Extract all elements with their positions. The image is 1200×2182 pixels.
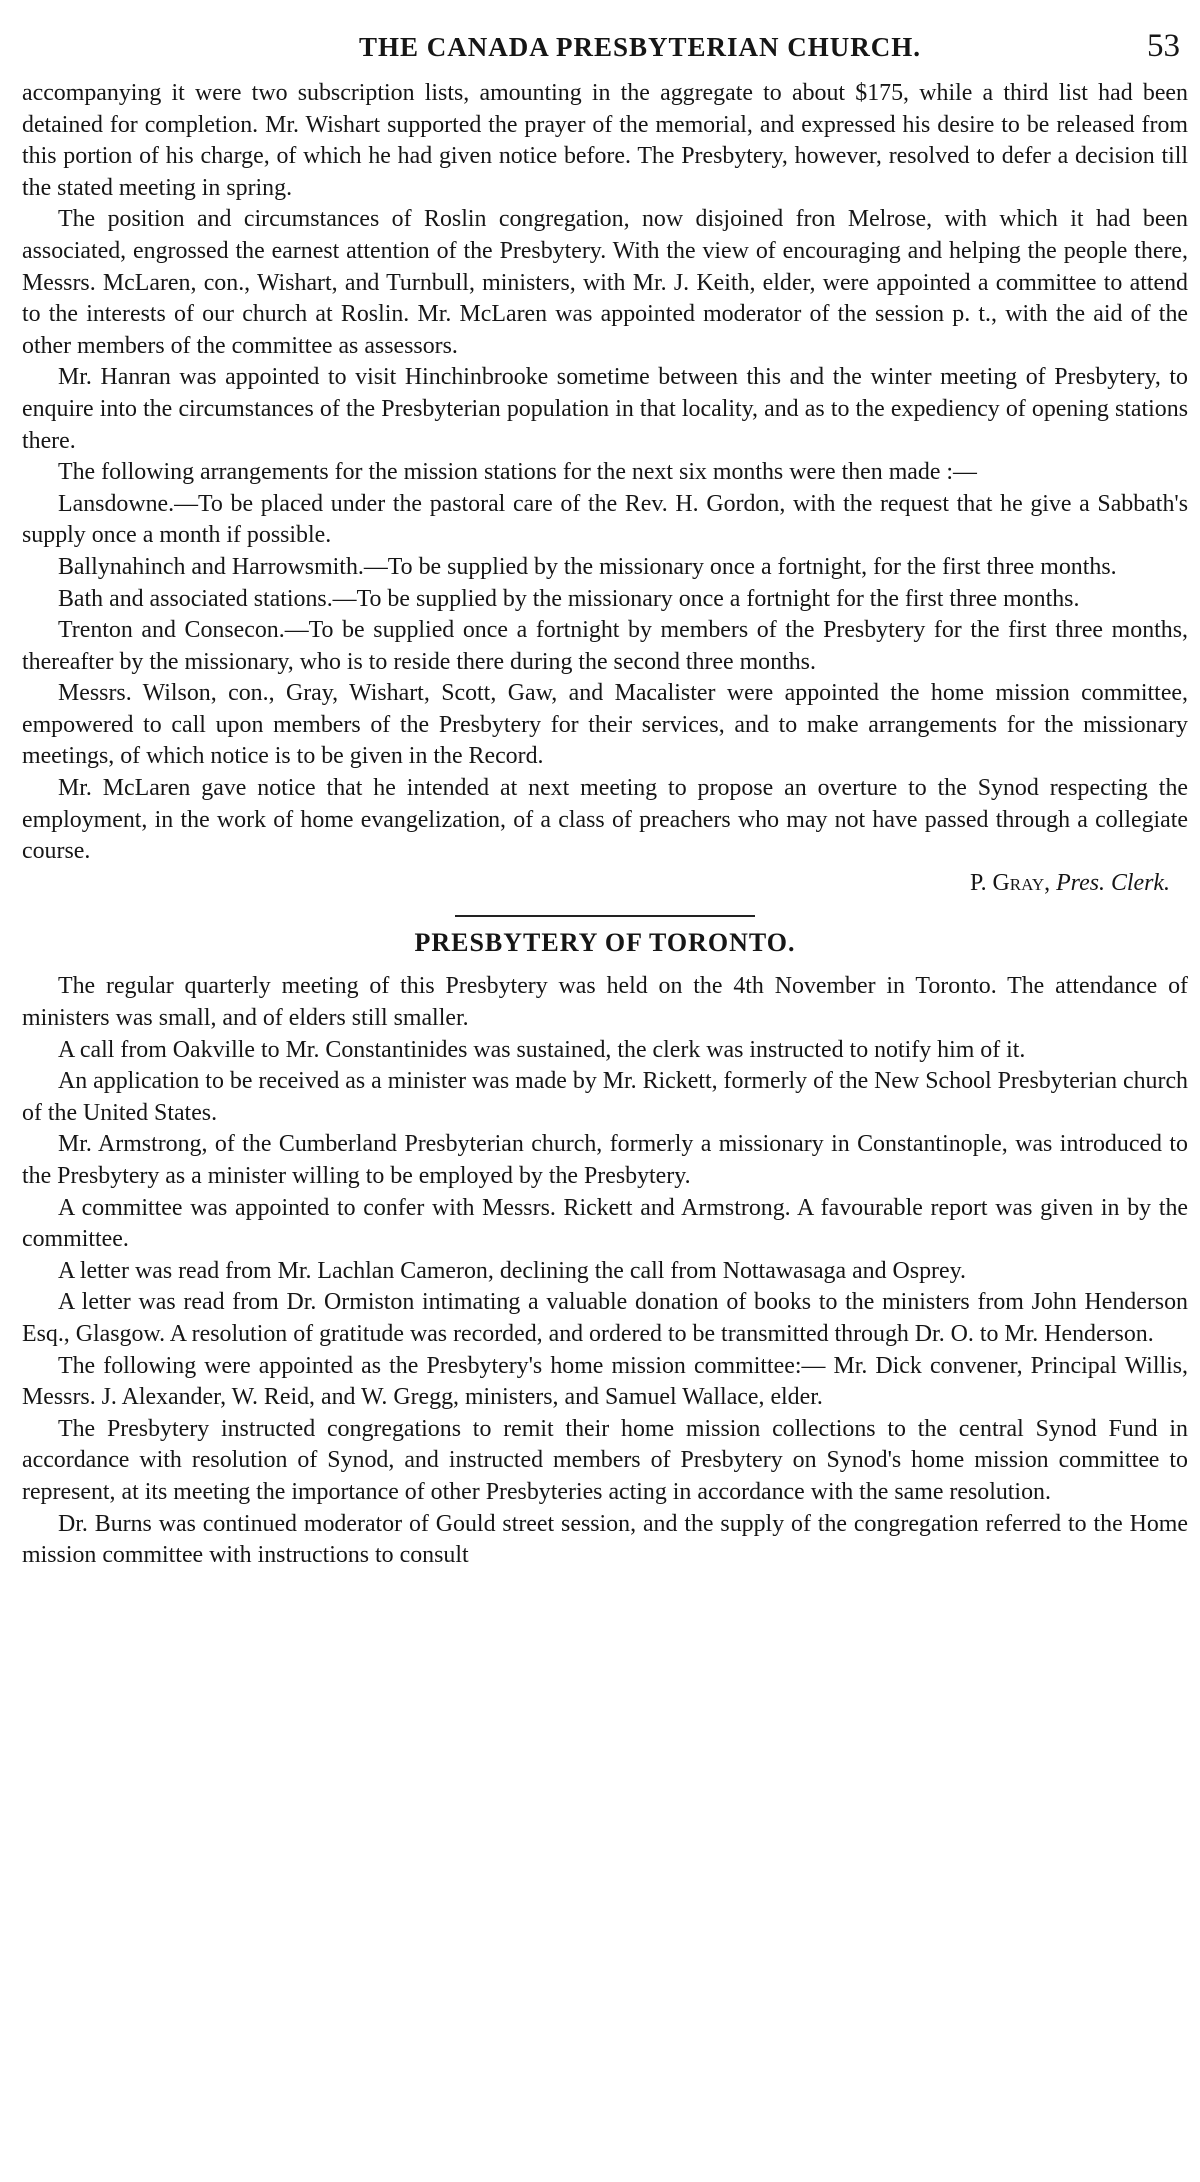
paragraph: Trenton and Consecon.—To be supplied once a fortnight by members of the Presbytery for the first three months, thereafter by the missionary, who is to reside there during the second three months. [22, 617, 1188, 675]
paragraph: A letter was read from Dr. Ormiston intimating a valuable donation of books to the ministers from John Henderson Esq., Glasgow. A resolution of gratitude was recorded, and ordered to be transmitted through Dr. O. to Mr. Henderson. [22, 1289, 1188, 1347]
paragraph: Mr. McLaren gave notice that he intended at next meeting to propose an overture to the Synod respecting the employment, in the work of home evangelization, of a class of preachers who may not have passed through a collegiate course. [22, 775, 1188, 865]
paragraph: The regular quarterly meeting of this Presbytery was held on the 4th November in Toronto. The attendance of ministers was small, and of elders still smaller. [22, 973, 1188, 1032]
paragraph: A letter was read from Mr. Lachlan Cameron, declining the call from Nottawasaga and Osprey. [58, 1257, 966, 1284]
paragraph: Lansdowne.—To be placed under the pastoral care of the Rev. H. Gordon, with the request that he give a Sabbath's supply once a month if possible. [22, 490, 1188, 549]
section-divider [455, 915, 755, 917]
paragraph: Ballynahinch and Harrowsmith.—To be supplied by the missionary once a fortnight, for the first three months. [58, 553, 1117, 580]
page-number: 53 [1147, 28, 1180, 64]
section-roslin-continuation [22, 78, 1188, 899]
signature-name: P. Gray, [969, 869, 1051, 896]
running-title: THE CANADA PRESBYTERIAN CHURCH. [358, 32, 922, 62]
running-head [22, 22, 1188, 68]
paragraph: An application to be received as a minister was made by Mr. Rickett, formerly of the New School Presbyterian church of the United States. [22, 1068, 1188, 1126]
paragraph: A committee was appointed to confer with Messrs. Rickett and Armstrong. A favourable report was given in by the committee. [22, 1194, 1188, 1253]
paragraph: accompanying it were two subscription lists, amounting in the aggregate to about $175, while a third list had been detained for completion. Mr. Wishart supported the prayer of the memorial, and expressed his desire to be released from this portion of his charge, of which he had given notice before. The Presbytery, however, resolved to defer a decision till the stated meeting in spring. [22, 80, 1188, 201]
section-heading: PRESBYTERY OF TORONTO. [414, 928, 796, 958]
paragraph: Bath and associated stations.—To be supplied by the missionary once a fortnight for the first three months. [58, 585, 1080, 612]
paragraph: A call from Oakville to Mr. Constantinides was sustained, the clerk was instructed to notify him of it. [58, 1036, 1026, 1063]
document-page [22, 22, 1188, 1572]
paragraph: Messrs. Wilson, con., Gray, Wishart, Scott, Gaw, and Macalister were appointed the home mission committee, empowered to call upon members of the Presbytery for their services, and to make arrangements for the missionary meetings, of which notice is to be given in the Record. [22, 680, 1188, 770]
paragraph: The Presbytery instructed congregations to remit their home mission collections to the central Synod Fund in accordance with resolution of Synod, and instructed members of Presbytery on Synod's home mission committee to represent, at its meeting the importance of other Presbyteries acting in accordance with the same resolution. [22, 1415, 1188, 1505]
section-presbytery-of-toronto [22, 927, 1188, 1571]
paragraph: The following were appointed as the Presbytery's home mission committee:— Mr. Dick convener, Principal Willis, Messrs. J. Alexander, W. Reid, and W. Gregg, ministers, and Samuel Wallace, elder. [22, 1352, 1188, 1411]
signature-title: Pres. Clerk. [1056, 869, 1170, 896]
paragraph: Mr. Hanran was appointed to visit Hinchinbrooke sometime between this and the winter meeting of Presbytery, to enquire into the circumstances of the Presbyterian population in that locality, and as to the expediency of opening stations there. [22, 364, 1188, 454]
paragraph: Mr. Armstrong, of the Cumberland Presbyterian church, formerly a missionary in Constantinople, was introduced to the Presbytery as a minister willing to be employed by the Presbytery. [22, 1131, 1188, 1189]
paragraph: Dr. Burns was continued moderator of Gould street session, and the supply of the congregation referred to the Home mission committee with instructions to consult [22, 1510, 1188, 1569]
paragraph: The following arrangements for the mission stations for the next six months were then made :— [58, 459, 977, 486]
paragraph: The position and circumstances of Roslin congregation, now disjoined fron Melrose, with which it had been associated, engrossed the earnest attention of the Presbytery. With the view of encouraging and helping the people there, Messrs. McLaren, con., Wishart, and Turnbull, ministers, with Mr. J. Keith, elder, were appointed a committee to attend to the interests of our church at Roslin. Mr. McLaren was appointed moderator of the session p. t., with the aid of the other members of the committee as assessors. [22, 206, 1188, 359]
signature [22, 868, 1188, 900]
